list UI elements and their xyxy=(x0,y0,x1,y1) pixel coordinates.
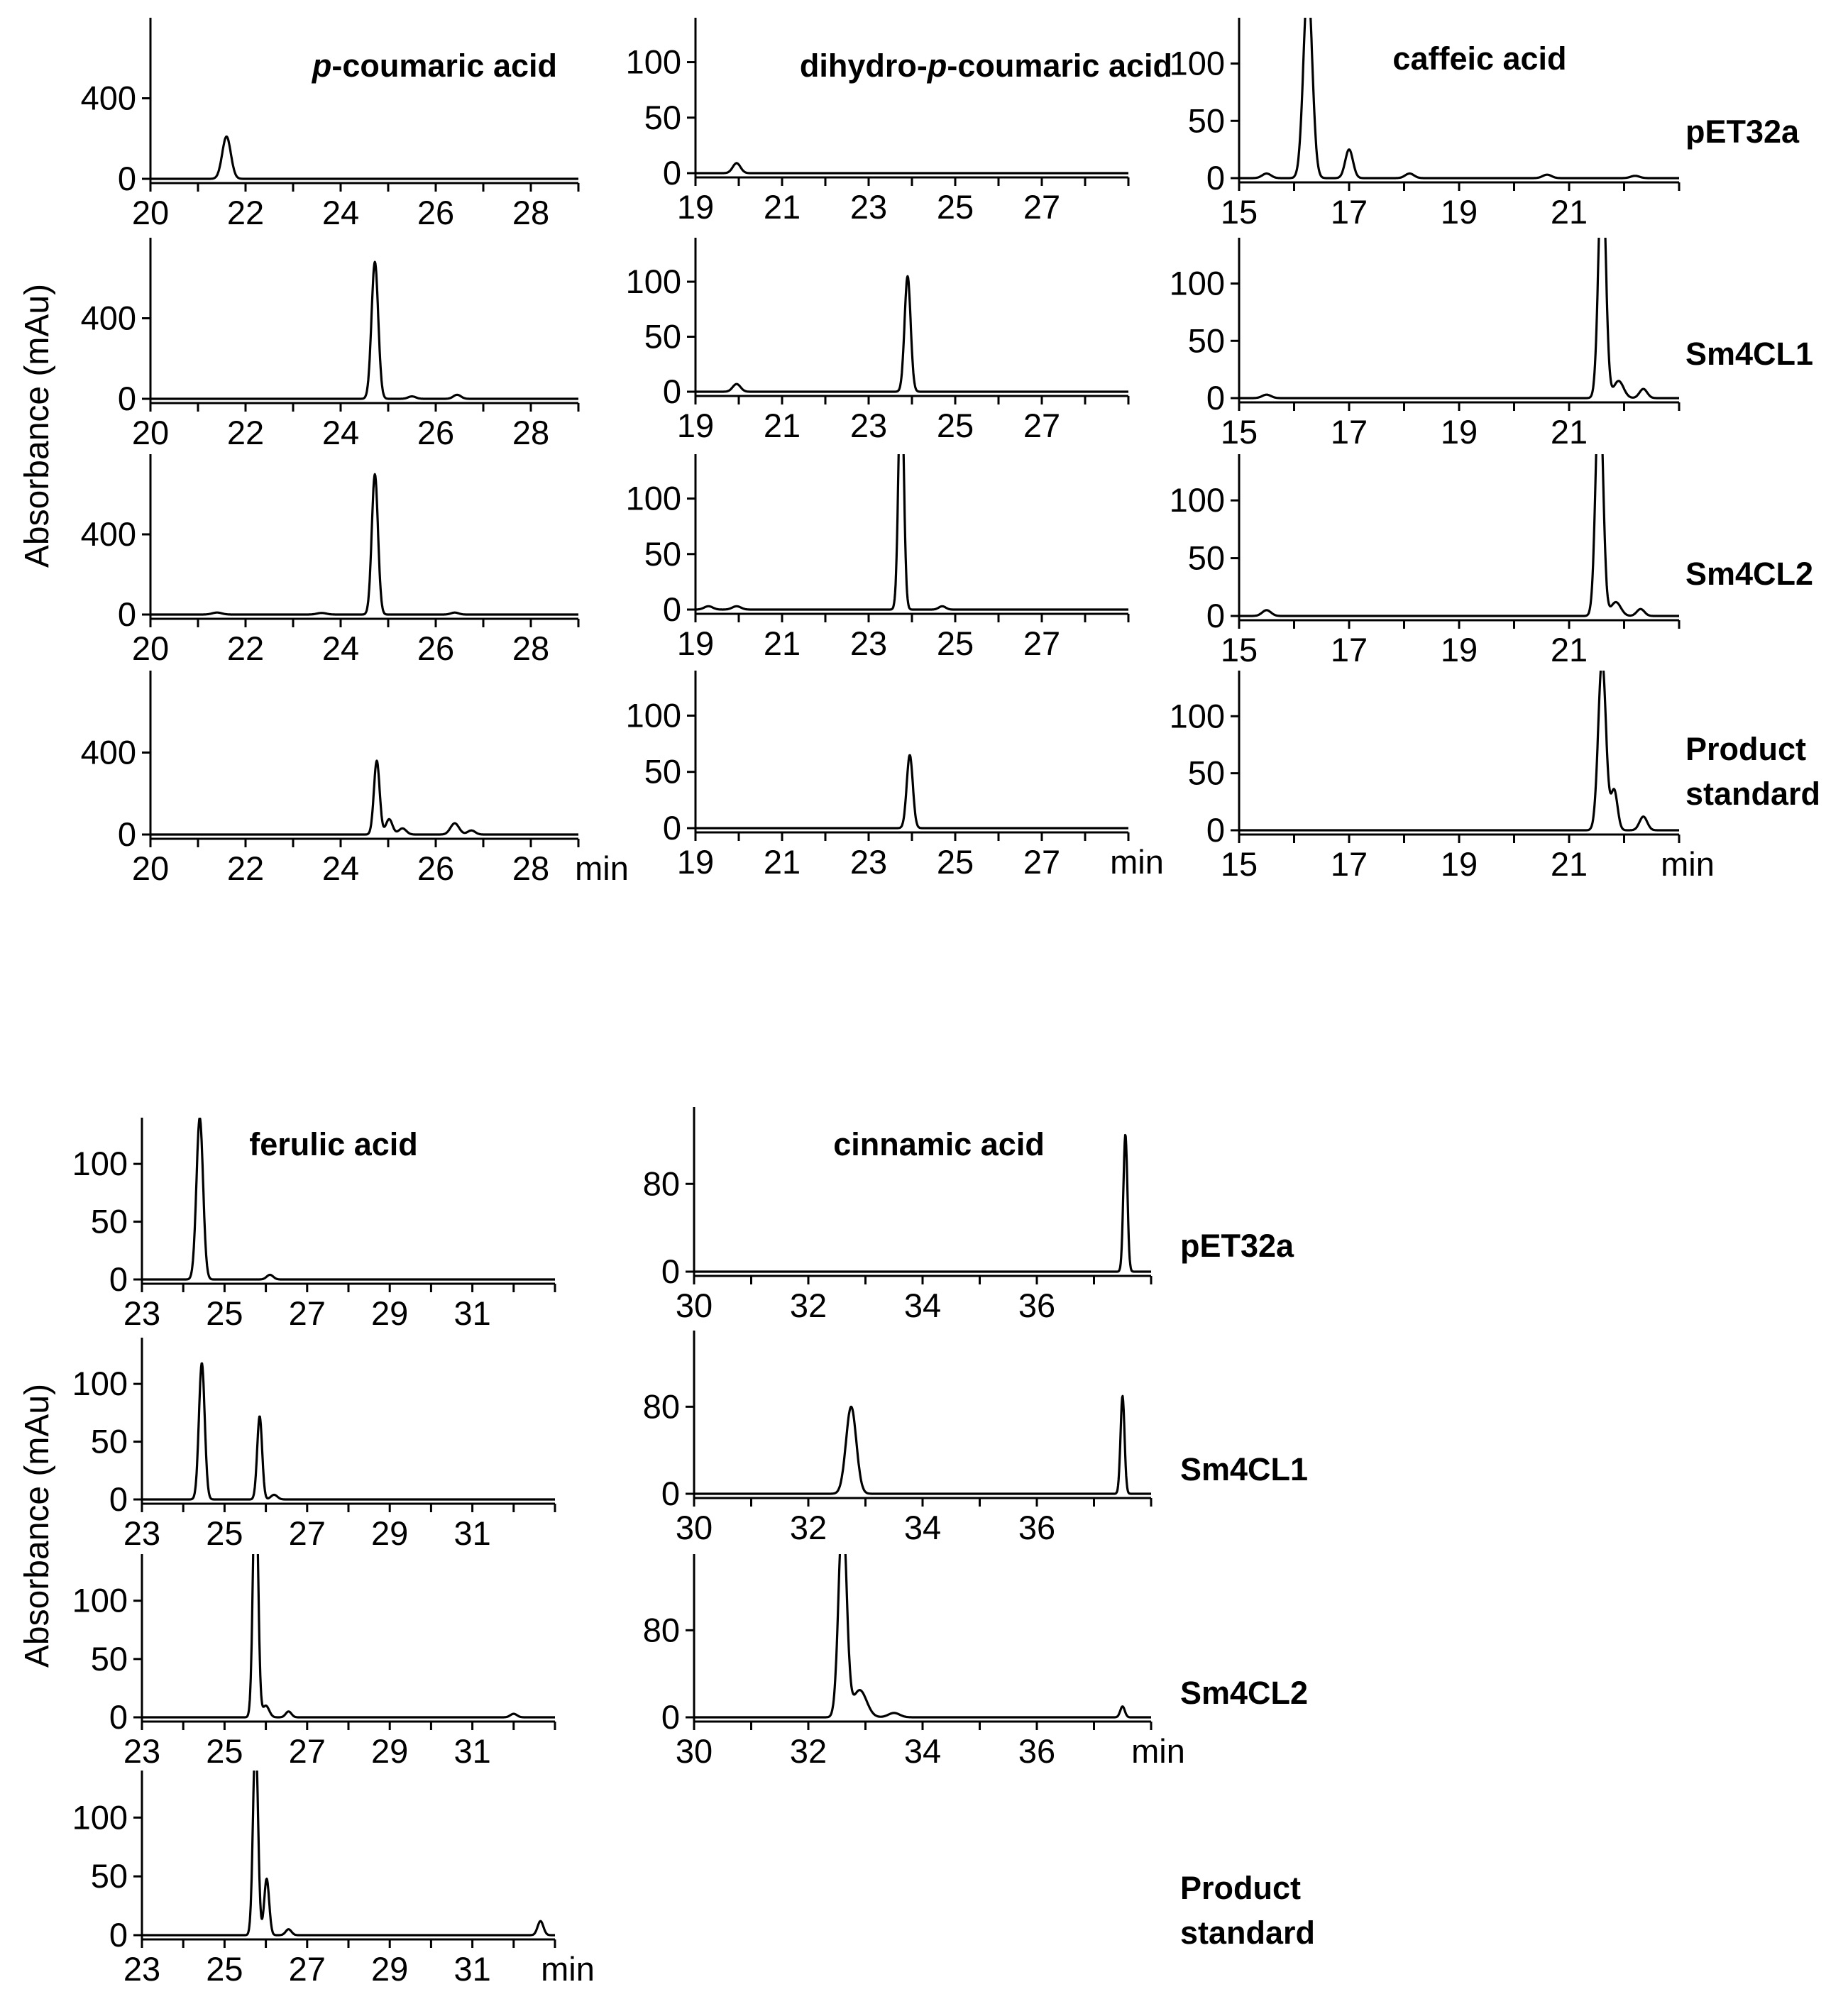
chromatogram-trace xyxy=(695,755,1128,828)
y-tick-label: 100 xyxy=(625,479,681,517)
x-tick-label: 24 xyxy=(321,849,360,887)
x-tick-label: 28 xyxy=(512,849,550,887)
x-tick-label: 34 xyxy=(903,1287,942,1324)
y-tick-label: 0 xyxy=(117,380,136,417)
x-tick-label: 29 xyxy=(371,1514,409,1552)
y-tick-label: 50 xyxy=(644,752,681,791)
x-tick-label: 23 xyxy=(123,1514,161,1552)
x-tick-label: 15 xyxy=(1220,193,1258,231)
x-tick-label: 15 xyxy=(1220,413,1258,451)
x-tick-label: 21 xyxy=(763,843,801,881)
x-tick-label: 26 xyxy=(417,849,455,887)
x-unit-label: min xyxy=(541,1950,595,1988)
y-tick-label: 0 xyxy=(662,373,681,410)
x-tick-label: 26 xyxy=(417,629,455,667)
x-tick-label: 27 xyxy=(288,1732,326,1770)
y-tick-label: 100 xyxy=(625,43,681,81)
y-tick-label: 100 xyxy=(1169,697,1225,735)
y-tick-label: 50 xyxy=(90,1857,128,1895)
x-tick-label: 29 xyxy=(371,1950,409,1988)
y-tick-label: 0 xyxy=(661,1252,680,1290)
y-tick-label: 100 xyxy=(1169,44,1225,82)
x-tick-label: 25 xyxy=(206,1514,243,1552)
x-tick-label: 25 xyxy=(936,843,974,881)
x-tick-label: 21 xyxy=(1550,193,1588,231)
chromatogram-panel xyxy=(626,18,1172,881)
x-tick-label: 31 xyxy=(453,1294,491,1332)
x-tick-label: 31 xyxy=(453,1514,491,1552)
x-tick-label: 24 xyxy=(321,629,360,667)
chromatogram-trace xyxy=(150,761,578,835)
x-tick-label: 25 xyxy=(206,1732,243,1770)
x-unit-label: min xyxy=(1661,845,1715,883)
trace-row xyxy=(643,1509,1185,1770)
sample-label: pET32a xyxy=(1685,114,1800,150)
x-tick-label: 27 xyxy=(1023,407,1061,444)
y-tick-label: 0 xyxy=(1206,159,1225,197)
sample-label: Product standard xyxy=(1685,731,1821,812)
x-tick-label: 21 xyxy=(1550,413,1588,451)
x-tick-label: 20 xyxy=(131,849,170,887)
x-tick-label: 23 xyxy=(123,1732,161,1770)
compound-title: caffeic acid xyxy=(1392,40,1567,77)
y-tick-label: 50 xyxy=(90,1422,128,1460)
compound-title: dihydro-p-coumaric acid xyxy=(799,48,1172,84)
compound-title: cinnamic acid xyxy=(833,1126,1045,1162)
x-unit-label: min xyxy=(575,849,629,887)
y-tick-label: 50 xyxy=(1187,101,1225,140)
trace-row xyxy=(1170,0,1679,231)
y-tick-label: 100 xyxy=(625,696,681,734)
x-tick-label: 17 xyxy=(1330,631,1368,668)
x-tick-label: 25 xyxy=(936,407,974,444)
y-tick-label: 100 xyxy=(72,1145,128,1183)
x-tick-label: 23 xyxy=(849,188,888,226)
x-tick-label: 21 xyxy=(763,407,801,444)
y-tick-label: 400 xyxy=(80,515,136,553)
x-tick-label: 20 xyxy=(131,414,170,451)
x-tick-label: 24 xyxy=(321,194,360,231)
x-tick-label: 30 xyxy=(675,1509,713,1546)
x-tick-label: 22 xyxy=(226,849,265,887)
x-tick-label: 28 xyxy=(512,629,550,667)
x-tick-label: 28 xyxy=(512,194,550,231)
x-tick-label: 23 xyxy=(849,407,888,444)
x-tick-label: 23 xyxy=(849,843,888,881)
chromatogram-trace xyxy=(1239,0,1679,178)
x-tick-label: 32 xyxy=(789,1509,827,1546)
x-tick-label: 19 xyxy=(676,624,715,662)
chromatogram-trace xyxy=(1239,659,1679,830)
y-tick-label: 100 xyxy=(72,1365,128,1403)
x-tick-label: 19 xyxy=(676,188,715,226)
compound-title: ferulic acid xyxy=(249,1126,418,1162)
y-axis-title: Absorbance (mAu) xyxy=(18,1383,56,1668)
x-tick-label: 19 xyxy=(676,843,715,881)
x-tick-label: 17 xyxy=(1330,413,1368,451)
chromatogram-trace xyxy=(695,163,1128,173)
x-tick-label: 27 xyxy=(1023,843,1061,881)
x-tick-label: 20 xyxy=(131,194,170,231)
trace-row xyxy=(626,671,1164,881)
x-tick-label: 19 xyxy=(1440,631,1478,668)
sample-label: Sm4CL2 xyxy=(1180,1675,1309,1711)
x-tick-label: 26 xyxy=(417,414,455,451)
y-tick-label: 50 xyxy=(644,317,681,356)
sample-label: Product standard xyxy=(1180,1870,1316,1951)
x-tick-label: 27 xyxy=(288,1514,326,1552)
x-tick-label: 31 xyxy=(453,1950,491,1988)
x-tick-label: 23 xyxy=(123,1950,161,1988)
x-tick-label: 17 xyxy=(1330,193,1368,231)
x-tick-label: 30 xyxy=(675,1287,713,1324)
y-tick-label: 400 xyxy=(80,733,136,771)
x-tick-label: 22 xyxy=(226,629,265,667)
x-tick-label: 34 xyxy=(903,1732,942,1770)
chromatogram-trace xyxy=(150,474,578,615)
chromatogram-trace xyxy=(695,276,1128,392)
x-tick-label: 21 xyxy=(1550,845,1588,883)
trace-row xyxy=(81,454,578,667)
x-tick-label: 21 xyxy=(763,624,801,662)
y-tick-label: 80 xyxy=(642,1387,680,1426)
trace-row xyxy=(643,1331,1151,1546)
y-tick-label: 0 xyxy=(109,1698,128,1736)
x-tick-label: 19 xyxy=(1440,845,1478,883)
trace-row xyxy=(72,1736,595,1988)
chromatogram-panel xyxy=(72,1118,595,1988)
x-tick-label: 31 xyxy=(453,1732,491,1770)
chromatogram-panel xyxy=(643,1107,1185,1770)
sample-labels xyxy=(1685,114,1820,812)
y-tick-label: 0 xyxy=(1206,597,1225,634)
chromatogram-trace xyxy=(150,262,578,399)
trace-row xyxy=(72,1338,555,1552)
compound-title: p-coumaric acid xyxy=(312,48,557,84)
sample-label: Sm4CL2 xyxy=(1685,556,1814,592)
x-tick-label: 27 xyxy=(288,1950,326,1988)
x-tick-label: 23 xyxy=(849,624,888,662)
y-tick-label: 100 xyxy=(1169,264,1225,302)
chromatogram-panel xyxy=(81,18,629,887)
y-tick-label: 400 xyxy=(80,299,136,337)
x-tick-label: 36 xyxy=(1018,1732,1056,1770)
x-tick-label: 22 xyxy=(226,194,265,231)
y-tick-label: 0 xyxy=(109,1916,128,1954)
y-tick-label: 0 xyxy=(117,160,136,197)
x-unit-label: min xyxy=(1110,843,1164,881)
y-tick-label: 0 xyxy=(661,1475,680,1512)
sample-labels xyxy=(1180,1228,1315,1951)
x-tick-label: 17 xyxy=(1330,845,1368,883)
x-tick-label: 21 xyxy=(1550,631,1588,668)
x-tick-label: 25 xyxy=(936,624,974,662)
chromatogram-trace xyxy=(150,136,578,179)
sample-label: Sm4CL1 xyxy=(1685,336,1814,372)
y-tick-label: 0 xyxy=(661,1698,680,1736)
x-tick-label: 27 xyxy=(288,1294,326,1332)
sample-label: pET32a xyxy=(1180,1228,1294,1264)
y-tick-label: 0 xyxy=(109,1260,128,1298)
x-tick-label: 26 xyxy=(417,194,455,231)
x-tick-label: 36 xyxy=(1018,1509,1056,1546)
x-tick-label: 25 xyxy=(206,1950,243,1988)
y-tick-label: 0 xyxy=(1206,379,1225,417)
x-tick-label: 22 xyxy=(226,414,265,451)
y-tick-label: 400 xyxy=(80,79,136,117)
y-tick-label: 50 xyxy=(1187,754,1225,792)
x-tick-label: 19 xyxy=(676,407,715,444)
x-tick-label: 34 xyxy=(903,1509,942,1546)
x-tick-label: 30 xyxy=(675,1732,713,1770)
chromatogram-trace xyxy=(142,1736,555,1936)
y-tick-label: 100 xyxy=(1169,481,1225,519)
y-tick-label: 0 xyxy=(109,1480,128,1518)
x-tick-label: 25 xyxy=(206,1294,243,1332)
y-tick-label: 0 xyxy=(662,590,681,628)
x-tick-label: 19 xyxy=(1440,413,1478,451)
x-tick-label: 36 xyxy=(1018,1287,1056,1324)
y-tick-label: 0 xyxy=(1206,811,1225,849)
trace-row xyxy=(1170,659,1715,883)
y-tick-label: 0 xyxy=(662,154,681,192)
y-tick-label: 80 xyxy=(642,1165,680,1203)
y-tick-label: 50 xyxy=(644,534,681,573)
x-tick-label: 29 xyxy=(371,1294,409,1332)
x-tick-label: 27 xyxy=(1023,624,1061,662)
y-tick-label: 100 xyxy=(625,263,681,300)
chromatogram-panel xyxy=(1170,0,1715,883)
chromatogram-trace xyxy=(142,1363,555,1499)
x-tick-label: 32 xyxy=(789,1287,827,1324)
chromatogram-trace xyxy=(694,1396,1151,1494)
x-tick-label: 24 xyxy=(321,414,360,451)
sample-label: Sm4CL1 xyxy=(1180,1451,1309,1487)
y-tick-label: 0 xyxy=(117,595,136,633)
x-unit-label: min xyxy=(1131,1732,1185,1770)
x-tick-label: 25 xyxy=(936,188,974,226)
x-tick-label: 15 xyxy=(1220,845,1258,883)
x-tick-label: 20 xyxy=(131,629,170,667)
x-tick-label: 32 xyxy=(789,1732,827,1770)
x-tick-label: 29 xyxy=(371,1732,409,1770)
x-tick-label: 23 xyxy=(123,1294,161,1332)
y-tick-label: 100 xyxy=(72,1581,128,1619)
x-tick-label: 27 xyxy=(1023,188,1061,226)
x-tick-label: 28 xyxy=(512,414,550,451)
y-axis-title: Absorbance (mAu) xyxy=(18,283,56,568)
trace-row xyxy=(72,1462,555,1770)
x-tick-label: 15 xyxy=(1220,631,1258,668)
y-tick-label: 50 xyxy=(1187,539,1225,577)
x-tick-label: 19 xyxy=(1440,193,1478,231)
y-tick-label: 50 xyxy=(90,1202,128,1240)
y-tick-label: 50 xyxy=(90,1639,128,1678)
x-tick-label: 21 xyxy=(763,188,801,226)
trace-row xyxy=(626,238,1128,444)
trace-row xyxy=(81,238,578,451)
y-tick-label: 80 xyxy=(642,1611,680,1649)
y-tick-label: 100 xyxy=(72,1798,128,1837)
y-tick-label: 50 xyxy=(644,98,681,136)
y-tick-label: 50 xyxy=(1187,321,1225,360)
y-tick-label: 0 xyxy=(117,815,136,853)
y-tick-label: 0 xyxy=(662,809,681,847)
trace-row xyxy=(81,671,629,887)
